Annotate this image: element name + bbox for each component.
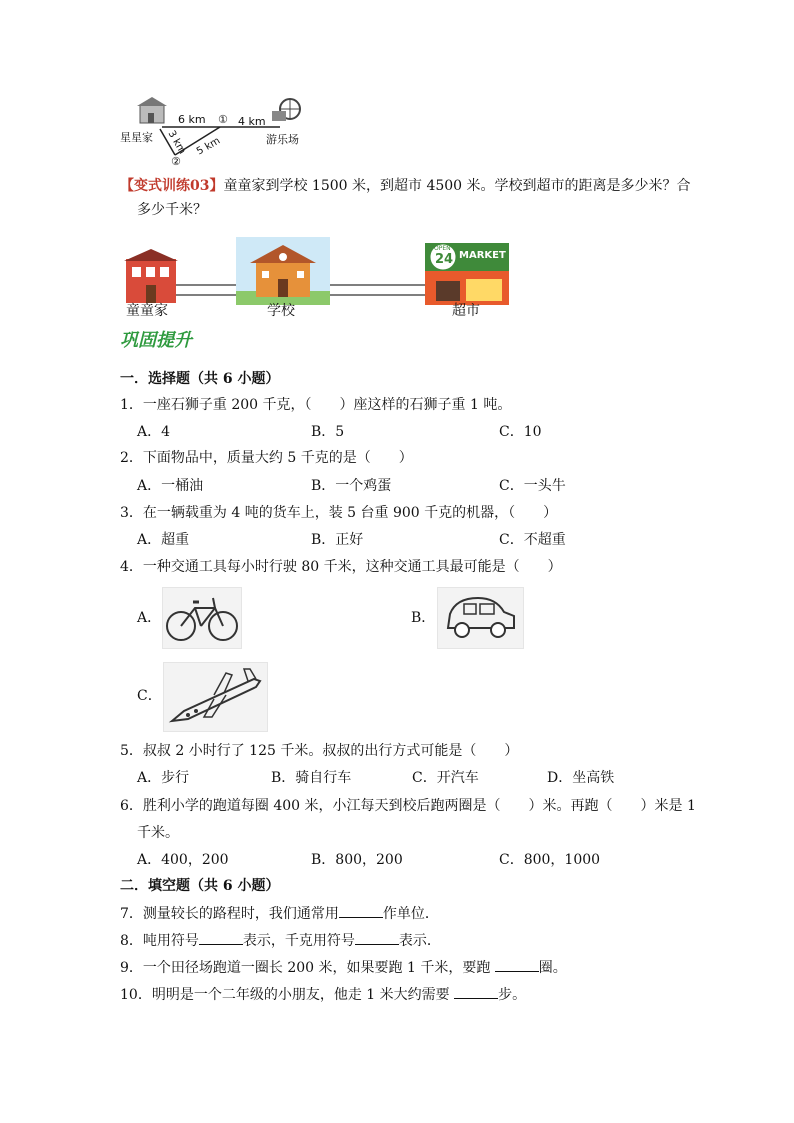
q9-text-b: 圈。 xyxy=(538,960,567,976)
q6-option-b[interactable]: B．800，200 xyxy=(311,852,403,868)
q6-stem: 6．胜利小学的跑道每圈 400 米，小江每天到校后跑两圈是（ ）米。再跑（ ）米是 1 xyxy=(120,798,696,814)
q3-option-c[interactable]: C．不超重 xyxy=(499,532,566,548)
market-name-sign: MARKET xyxy=(459,250,506,261)
q3-option-a[interactable]: A．超重 xyxy=(137,532,190,548)
airplane-icon xyxy=(164,663,267,731)
q9-blank[interactable] xyxy=(495,957,539,972)
car-icon xyxy=(438,588,523,648)
q8-line xyxy=(120,930,441,951)
q10-text-a: 10．明明是一个二年级的小朋友，他走 1 米大约需要 xyxy=(120,987,455,1003)
part2-heading: 二．填空题（共 6 小题） xyxy=(120,878,280,894)
section-heading: 巩固提升 xyxy=(120,330,192,351)
distance-map-figure xyxy=(120,97,310,171)
q1-option-a[interactable]: A．4 xyxy=(137,424,171,440)
q1-option-b[interactable]: B．5 xyxy=(311,424,345,440)
part1-heading: 一．选择题（共 6 小题） xyxy=(120,371,280,387)
q5-option-d[interactable]: D．坐高铁 xyxy=(547,770,615,786)
q3-option-b[interactable]: B．正好 xyxy=(311,532,364,548)
q5-option-a[interactable]: A．步行 xyxy=(137,770,190,786)
variant-line-1 xyxy=(120,176,691,196)
q10-text-b: 步。 xyxy=(498,987,527,1003)
q9-line xyxy=(120,957,567,978)
q2-option-c[interactable]: C．一头牛 xyxy=(499,478,566,494)
q6-option-c[interactable]: C．800，1000 xyxy=(499,852,601,868)
q6-option-a[interactable]: A．400，200 xyxy=(137,852,229,868)
q4-option-a[interactable]: A． xyxy=(137,610,162,626)
map-distance-3km: 3 km xyxy=(165,128,188,157)
q7-line xyxy=(120,903,439,924)
bicycle-image[interactable] xyxy=(162,587,242,649)
school-building-icon xyxy=(236,237,330,305)
q6-stem-cont: 千米。 xyxy=(137,825,179,841)
q4-option-b[interactable]: B． xyxy=(411,610,436,626)
map-distance-5km: 5 km xyxy=(194,135,223,158)
q5-option-b[interactable]: B．骑自行车 xyxy=(271,770,352,786)
q2-option-b[interactable]: B．一个鸡蛋 xyxy=(311,478,392,494)
q8-text-a: 8．吨用符号 xyxy=(120,933,199,949)
map-point-1: ① xyxy=(218,113,228,126)
q8-blank-2[interactable] xyxy=(355,930,399,945)
map-point-2: ② xyxy=(171,155,181,168)
variant-tag: 【变式训练03】 xyxy=(120,178,224,194)
market-hours-sign: 24 xyxy=(435,252,454,267)
map-park-label: 游乐场 xyxy=(266,133,299,146)
variant-line-2: 多少千米？ xyxy=(137,202,207,218)
map-home-label: 星星家 xyxy=(120,131,153,144)
q8-text-c: 表示． xyxy=(398,933,441,949)
market-open-sign: OPEN xyxy=(434,245,451,252)
q1-stem: 1．一座石狮子重 200 千克，（ ）座这样的石狮子重 1 吨。 xyxy=(120,397,512,413)
q2-stem: 2．下面物品中，质量大约 5 千克的是（ ） xyxy=(120,450,413,466)
route-school-label: 学校 xyxy=(267,303,295,319)
q8-text-b: 表示，千克用符号 xyxy=(242,933,355,949)
q3-stem: 3．在一辆载重为 4 吨的货车上，装 5 台重 900 千克的机器，（ ） xyxy=(120,505,558,521)
map-distance-6km: 6 km xyxy=(178,113,206,126)
route-home-label: 童童家 xyxy=(126,303,168,319)
q8-blank-1[interactable] xyxy=(199,930,243,945)
q4-option-c[interactable]: C． xyxy=(137,688,162,704)
q5-option-c[interactable]: C．开汽车 xyxy=(412,770,479,786)
q9-text-a: 9．一个田径场跑道一圈长 200 米，如果要跑 1 千米，要跑 xyxy=(120,960,495,976)
amusement-park-icon xyxy=(272,99,300,121)
variant-text-1: 童童家到学校 1500 米，到超市 4500 米。学校到超市的距离是多少米？合 xyxy=(223,178,691,194)
q10-line xyxy=(120,984,526,1005)
route-figure xyxy=(120,235,510,321)
q1-option-c[interactable]: C．10 xyxy=(499,424,542,440)
q5-stem: 5．叔叔 2 小时行了 125 千米。叔叔的出行方式可能是（ ） xyxy=(120,743,519,759)
q4-stem: 4．一种交通工具每小时行驶 80 千米，这种交通工具最可能是（ ） xyxy=(120,559,562,575)
home-building-icon xyxy=(124,249,178,303)
home-house-icon xyxy=(137,97,167,123)
car-image[interactable] xyxy=(437,587,524,649)
q7-text-b: 作单位． xyxy=(382,906,439,922)
map-distance-4km: 4 km xyxy=(238,115,266,128)
q7-text-a: 7．测量较长的路程时，我们通常用 xyxy=(120,906,339,922)
bicycle-icon xyxy=(163,588,241,648)
q7-blank[interactable] xyxy=(339,903,383,918)
q10-blank[interactable] xyxy=(454,984,498,999)
route-market-label: 超市 xyxy=(452,303,480,319)
airplane-image[interactable] xyxy=(163,662,268,732)
q2-option-a[interactable]: A．一桶油 xyxy=(137,478,204,494)
